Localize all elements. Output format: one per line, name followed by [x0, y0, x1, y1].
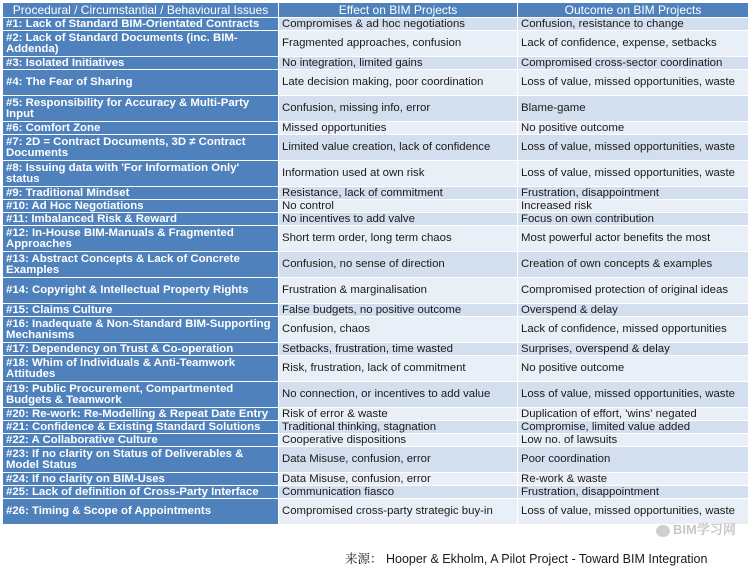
- issue-cell: #15: Claims Culture: [3, 304, 279, 317]
- table-row: [3, 226, 749, 252]
- table-row: [3, 122, 749, 135]
- issue-cell: #10: Ad Hoc Negotiations: [3, 200, 279, 213]
- outcome-cell: Loss of value, missed opportunities, waste: [518, 499, 749, 525]
- issue-cell: #26: Timing & Scope of Appointments: [3, 499, 279, 525]
- outcome-cell: Blame-game: [518, 96, 749, 122]
- issue-cell: #18: Whim of Individuals & Anti-Teamwork Attitudes: [3, 356, 279, 382]
- issue-cell: #2: Lack of Standard Documents (inc. BIM-Addenda): [3, 31, 279, 57]
- issue-cell: #23: If no clarity on Status of Deliverables & Model Status: [3, 447, 279, 473]
- table-row: [3, 278, 749, 304]
- outcome-cell: Most powerful actor benefits the most: [518, 226, 749, 252]
- issue-cell: #16: Inadequate & Non-Standard BIM-Supporting Mechanisms: [3, 317, 279, 343]
- table-row: [3, 213, 749, 226]
- outcome-cell: Compromised protection of original ideas: [518, 278, 749, 304]
- outcome-cell: No positive outcome: [518, 356, 749, 382]
- table-row: [3, 343, 749, 356]
- table-header-row: [3, 3, 749, 18]
- header-issues: Procedural / Circumstantial / Behavioural Issues: [3, 3, 279, 18]
- table-row: [3, 161, 749, 187]
- table-row: [3, 317, 749, 343]
- effect-cell: No incentives to add valve: [279, 213, 518, 226]
- effect-cell: Cooperative dispositions: [279, 434, 518, 447]
- outcome-cell: Loss of value, missed opportunities, waste: [518, 161, 749, 187]
- issue-cell: #17: Dependency on Trust & Co-operation: [3, 343, 279, 356]
- effect-cell: Confusion, chaos: [279, 317, 518, 343]
- table-row: [3, 135, 749, 161]
- effect-cell: Communication fiasco: [279, 486, 518, 499]
- outcome-cell: Poor coordination: [518, 447, 749, 473]
- table-row: [3, 252, 749, 278]
- table-row: [3, 187, 749, 200]
- issue-cell: #22: A Collaborative Culture: [3, 434, 279, 447]
- table-row: [3, 70, 749, 96]
- issue-cell: #6: Comfort Zone: [3, 122, 279, 135]
- issue-cell: #1: Lack of Standard BIM-Orientated Contracts: [3, 18, 279, 31]
- effect-cell: Frustration & marginalisation: [279, 278, 518, 304]
- header-effect: Effect on BIM Projects: [279, 3, 518, 18]
- table-row: [3, 96, 749, 122]
- effect-cell: No integration, limited gains: [279, 57, 518, 70]
- issue-cell: #24: If no clarity on BIM-Uses: [3, 473, 279, 486]
- outcome-cell: Frustration, disappointment: [518, 187, 749, 200]
- effect-cell: Limited value creation, lack of confidence: [279, 135, 518, 161]
- table-row: [3, 31, 749, 57]
- table-row: [3, 447, 749, 473]
- outcome-cell: Loss of value, missed opportunities, waste: [518, 70, 749, 96]
- effect-cell: No control: [279, 200, 518, 213]
- effect-cell: Confusion, missing info, error: [279, 96, 518, 122]
- issue-cell: #14: Copyright & Intellectual Property Rights: [3, 278, 279, 304]
- table-body: [3, 18, 749, 525]
- outcome-cell: Surprises, overspend & delay: [518, 343, 749, 356]
- bim-issues-table: [2, 2, 749, 525]
- table-row: [3, 356, 749, 382]
- issue-cell: #4: The Fear of Sharing: [3, 70, 279, 96]
- outcome-cell: Focus on own contribution: [518, 213, 749, 226]
- effect-cell: False budgets, no positive outcome: [279, 304, 518, 317]
- table-row: [3, 382, 749, 408]
- effect-cell: Fragmented approaches, confusion: [279, 31, 518, 57]
- outcome-cell: Loss of value, missed opportunities, waste: [518, 135, 749, 161]
- effect-cell: Compromised cross-party strategic buy-in: [279, 499, 518, 525]
- table-row: [3, 486, 749, 499]
- issue-cell: #9: Traditional Mindset: [3, 187, 279, 200]
- issue-cell: #7: 2D = Contract Documents, 3D ≠ Contract Documents: [3, 135, 279, 161]
- table-row: [3, 499, 749, 525]
- effect-cell: Confusion, no sense of direction: [279, 252, 518, 278]
- outcome-cell: Lack of confidence, missed opportunities: [518, 317, 749, 343]
- effect-cell: Risk, frustration, lack of commitment: [279, 356, 518, 382]
- outcome-cell: Frustration, disappointment: [518, 486, 749, 499]
- effect-cell: Resistance, lack of commitment: [279, 187, 518, 200]
- outcome-cell: Compromise, limited value added: [518, 421, 749, 434]
- issue-cell: #12: In-House BIM-Manuals & Fragmented Approaches: [3, 226, 279, 252]
- outcome-cell: Lack of confidence, expense, setbacks: [518, 31, 749, 57]
- outcome-cell: No positive outcome: [518, 122, 749, 135]
- effect-cell: Compromises & ad hoc negotiations: [279, 18, 518, 31]
- effect-cell: Setbacks, frustration, time wasted: [279, 343, 518, 356]
- table-row: [3, 18, 749, 31]
- effect-cell: Late decision making, poor coordination: [279, 70, 518, 96]
- source-caption: 来源： Hooper & Ekholm, A Pilot Project - Toward BIM Integration: [345, 552, 708, 566]
- table-row: [3, 200, 749, 213]
- effect-cell: Short term order, long term chaos: [279, 226, 518, 252]
- issue-cell: #11: Imbalanced Risk & Reward: [3, 213, 279, 226]
- issue-cell: #19: Public Procurement, Compartmented Budgets & Teamwork: [3, 382, 279, 408]
- table-row: [3, 304, 749, 317]
- effect-cell: Traditional thinking, stagnation: [279, 421, 518, 434]
- issue-cell: #8: Issuing data with 'For Information Only' status: [3, 161, 279, 187]
- table-row: [3, 473, 749, 486]
- watermark: [656, 519, 736, 538]
- outcome-cell: Overspend & delay: [518, 304, 749, 317]
- issue-cell: #25: Lack of definition of Cross-Party Interface: [3, 486, 279, 499]
- issue-cell: #21: Confidence & Existing Standard Solutions: [3, 421, 279, 434]
- bim-issues-table-container: [2, 2, 748, 525]
- issue-cell: #3: Isolated Initiatives: [3, 57, 279, 70]
- issue-cell: #20: Re-work: Re-Modelling & Repeat Date Entry: [3, 408, 279, 421]
- effect-cell: Missed opportunities: [279, 122, 518, 135]
- table-row: [3, 408, 749, 421]
- table-row: [3, 434, 749, 447]
- table-row: [3, 57, 749, 70]
- header-outcome: Outcome on BIM Projects: [518, 3, 749, 18]
- issue-cell: #5: Responsibility for Accuracy & Multi-Party Input: [3, 96, 279, 122]
- outcome-cell: Low no. of lawsuits: [518, 434, 749, 447]
- outcome-cell: Increased risk: [518, 200, 749, 213]
- outcome-cell: Confusion, resistance to change: [518, 18, 749, 31]
- effect-cell: Information used at own risk: [279, 161, 518, 187]
- issue-cell: #13: Abstract Concepts & Lack of Concrete Examples: [3, 252, 279, 278]
- watermark-text: BIM学习网: [673, 522, 736, 537]
- table-row: [3, 421, 749, 434]
- outcome-cell: Re-work & waste: [518, 473, 749, 486]
- outcome-cell: Duplication of effort, 'wins' negated: [518, 408, 749, 421]
- effect-cell: Data Misuse, confusion, error: [279, 473, 518, 486]
- effect-cell: Risk of error & waste: [279, 408, 518, 421]
- wechat-icon: [656, 525, 670, 537]
- effect-cell: Data Misuse, confusion, error: [279, 447, 518, 473]
- outcome-cell: Creation of own concepts & examples: [518, 252, 749, 278]
- outcome-cell: Compromised cross-sector coordination: [518, 57, 749, 70]
- outcome-cell: Loss of value, missed opportunities, waste: [518, 382, 749, 408]
- effect-cell: No connection, or incentives to add value: [279, 382, 518, 408]
